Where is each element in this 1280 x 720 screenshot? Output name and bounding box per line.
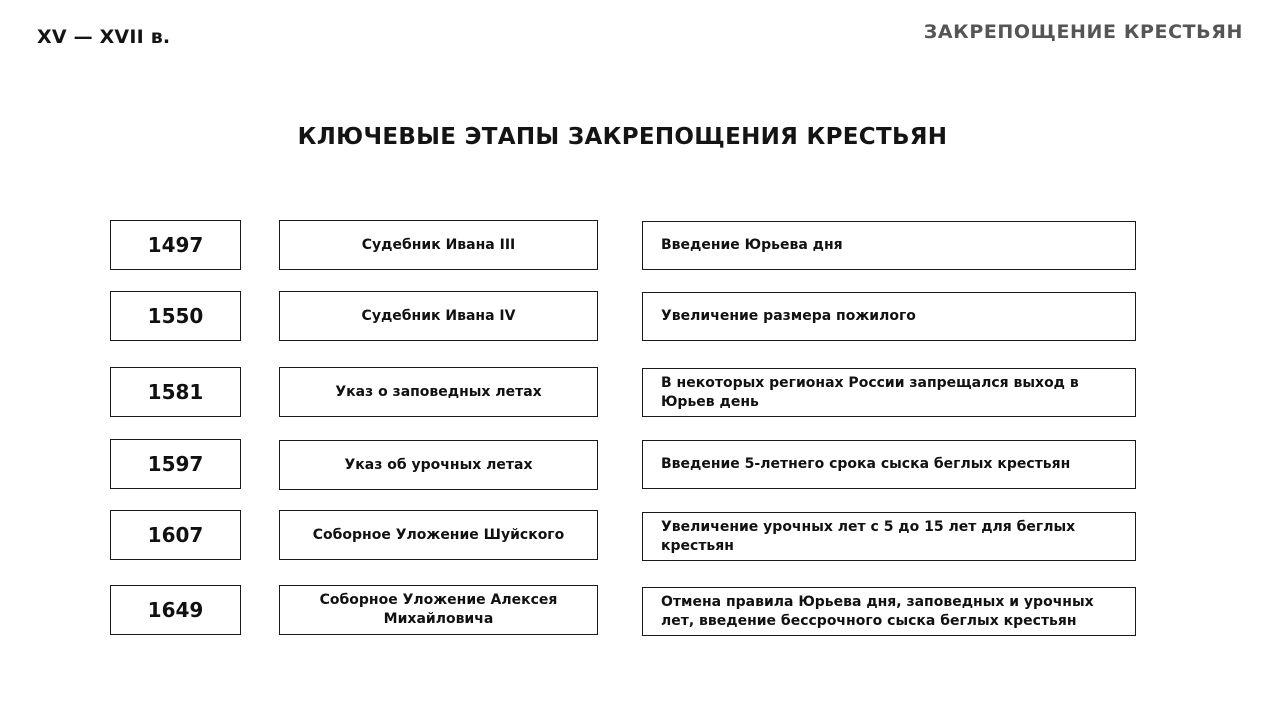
description-box: Отмена правила Юрьева дня, заповедных и урочных лет, введение бессрочного сыска беглых крестьян [642,587,1136,636]
document-box: Судебник Ивана IV [279,291,598,341]
document-box: Соборное Уложение Алексея Михайловича [279,585,598,635]
year-box: 1597 [110,439,241,489]
year-box: 1550 [110,291,241,341]
period-label: XV — XVII в. [37,26,171,48]
page-title: КЛЮЧЕВЫЕ ЭТАПЫ ЗАКРЕПОЩЕНИЯ КРЕСТЬЯН [297,124,948,150]
description-box: Введение 5-летнего срока сыска беглых крестьян [642,440,1136,489]
description-box: Введение Юрьева дня [642,221,1136,270]
year-box: 1497 [110,220,241,270]
document-box: Указ о заповедных летах [279,367,598,417]
document-box: Судебник Ивана III [279,220,598,270]
document-box: Указ об урочных летах [279,440,598,490]
topic-label: ЗАКРЕПОЩЕНИЕ КРЕСТЬЯН [923,21,1243,43]
year-box: 1649 [110,585,241,635]
year-box: 1607 [110,510,241,560]
description-box: Увеличение размера пожилого [642,292,1136,341]
year-box: 1581 [110,367,241,417]
description-box: Увеличение урочных лет с 5 до 15 лет для беглых крестьян [642,512,1136,561]
description-box: В некоторых регионах России запрещался выход в Юрьев день [642,368,1136,417]
document-box: Соборное Уложение Шуйского [279,510,598,560]
